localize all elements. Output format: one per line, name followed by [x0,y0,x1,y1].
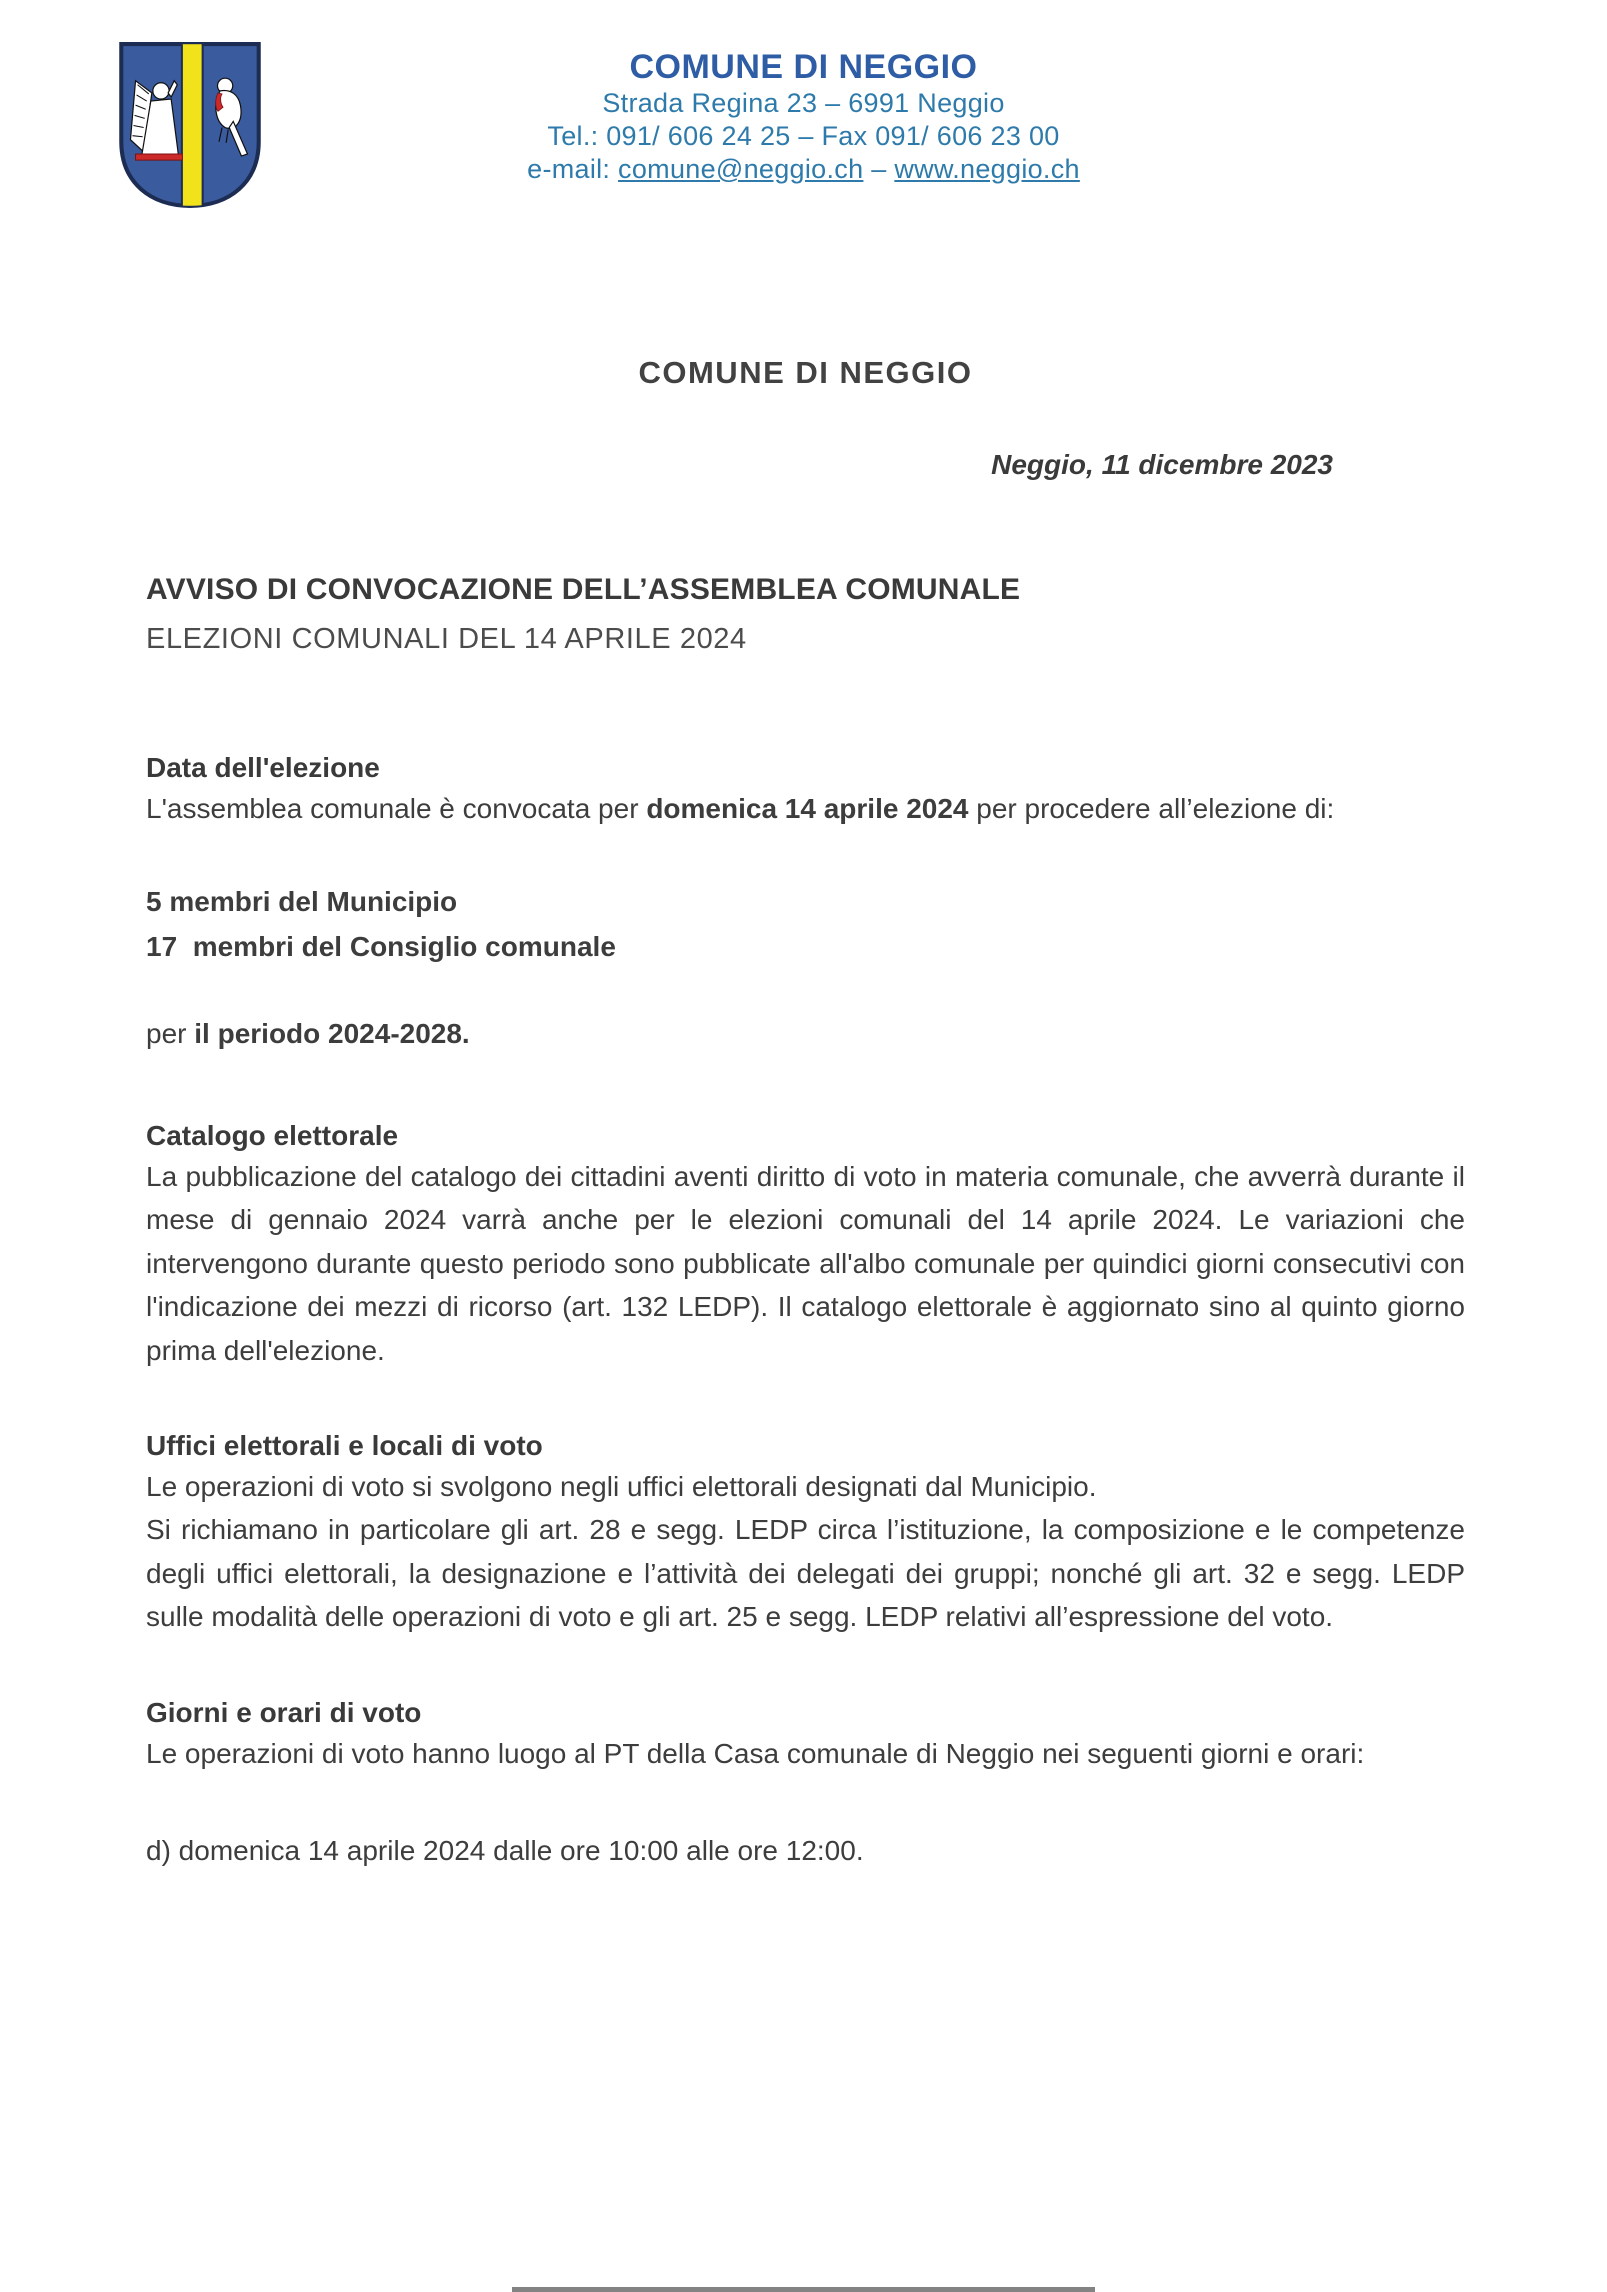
neggio-coat-of-arms-icon [115,40,265,215]
letterhead [0,0,1607,215]
positions-line-municipio: 5 membri del Municipio [146,886,458,918]
intro-regular: L'assemblea comunale è convocata per [146,793,647,824]
section-offices-paragraph1: Le operazioni di voto si svolgono negli uffici elettorali designati dal Municipio. [146,1470,1097,1502]
period-bold: il periodo 2024-2028. [194,1017,470,1049]
section-offices [146,1430,1465,1639]
website-address: www.neggio.ch [894,153,1080,184]
scan-edge-artifact [512,2287,1095,2292]
section-offices-paragraph2: Si richiamano in particolare gli art. 28 e segg. LEDP circa l’istituzione, la composizione e le competenze degli uffici elettorali, la designazione e l’attività dei delegati dei gruppi; nonché gli art. 32 e segg. LEDP sulle modalità delle operazioni di voto e gli art. 25 e segg. LEDP relativi all’espressione del voto. [146,1514,1465,1633]
email-address: comune@neggio.ch [618,153,864,184]
positions-line-consiglio: 17 membri del Consiglio comunale [146,931,616,963]
dateline: Neggio, 11 dicembre 2023 [991,449,1333,480]
section-election-date-heading: Data dell'elezione [146,752,380,783]
document-title: COMUNE DI NEGGIO [638,355,973,390]
letterhead-address: Strada Regina 23 – 6991 Neggio [602,88,1005,118]
section-voting-days-paragraph: Le operazioni di voto hanno luogo al PT della Casa comunale di Neggio nei seguenti giorni e orari: [146,1737,1365,1769]
email-site-separator: – [863,153,895,184]
letter-body [0,355,1607,1867]
section-catalog-heading: Catalogo elettorale [146,1119,399,1151]
section-election-date [146,752,1465,830]
election-date-bold: domenica 14 aprile 2024 [646,793,969,824]
notice-subheading: ELEZIONI COMUNALI DEL 14 APRILE 2024 [146,623,747,655]
section-voting-days [146,1697,1465,1867]
intro-tail: per procedere all’elezione di: [968,793,1335,824]
voting-day-item-d: d) domenica 14 aprile 2024 dalle ore 10:00 alle ore 12:00. [146,1834,864,1866]
period-line [146,1018,1465,1050]
letterhead-org-name: COMUNE DI NEGGIO [629,48,978,86]
notice-heading: AVVISO DI CONVOCAZIONE DELL’ASSEMBLEA COMUNALE [146,573,1021,606]
section-catalog-body: La pubblicazione del catalogo dei cittadini aventi diritto di voto in materia comunale, che avverrà durante il mese di gennaio 2024 varrà anche per le elezioni comunali del 14 aprile 2024. Le variazioni che intervengono durante questo periodo sono pubblicate all'albo comunale per quindici giorni consecutivi con l'indicazione dei mezzi di ricorso (art. 132 LEDP). Il catalogo elettorale è aggiornato sino al quinto giorno prima dell'elezione. [146,1160,1465,1366]
email-label: e-mail: [527,153,619,184]
section-offices-heading: Uffici elettorali e locali di voto [146,1429,543,1461]
letterhead-phone-fax: Tel.: 091/ 606 24 25 – Fax 091/ 606 23 00 [547,120,1060,151]
period-prefix: per [146,1017,195,1049]
section-voting-days-heading: Giorni e orari di voto [146,1696,422,1728]
section-catalog [146,1120,1465,1372]
section-election-date-paragraph [146,787,1465,830]
positions-list [146,880,1465,970]
